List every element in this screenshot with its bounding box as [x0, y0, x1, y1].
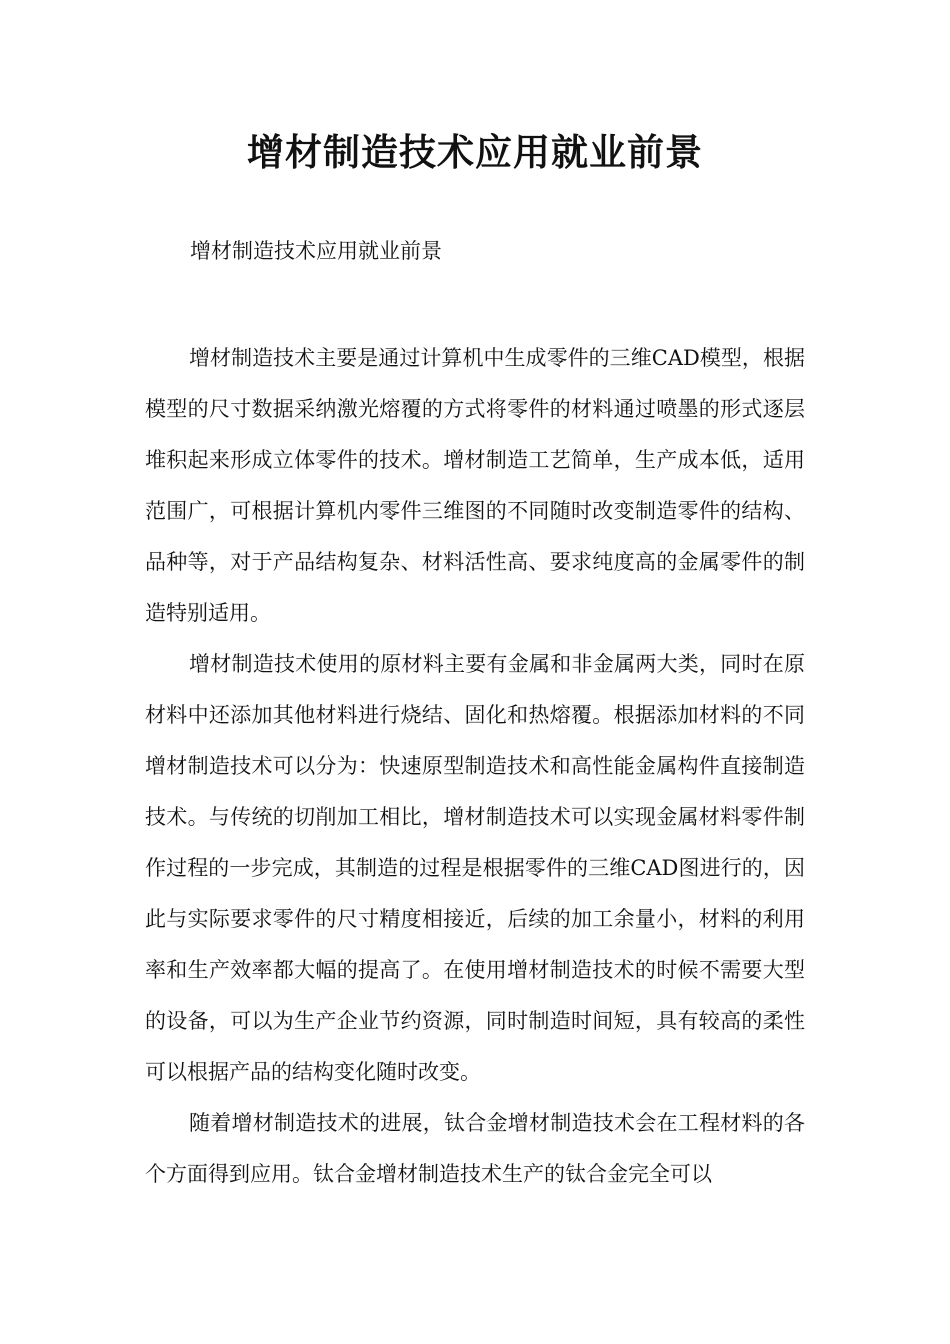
paragraph-2: 增材制造技术使用的原材料主要有金属和非金属两大类，同时在原材料中还添加其他材料进行烧结、固化和热熔覆。根据添加材料的不同增材制造技术可以分为：快速原型制造技术和高性能金属构件直接制造技术。与传统的切削加工相比，增材制造技术可以实现金属材料零件制作过程的一步完成，其制造的过程是根据零件的三维CAD图进行的，因此与实际要求零件的尺寸精度相接近，后续的加工余量小，材料的利用率和生产效率都大幅的提高了。在使用增材制造技术的时候不需要大型的设备，可以为生产企业节约资源，同时制造时间短，具有较高的柔性可以根据产品的结构变化随时改变。 [145, 652, 805, 1084]
paragraph-3: 随着增材制造技术的进展，钛合金增材制造技术会在工程材料的各个方面得到应用。钛合金增材制造技术生产的钛合金完全可以 [145, 1111, 805, 1186]
paragraph-1: 增材制造技术主要是通过计算机中生成零件的三维CAD模型，根据模型的尺寸数据采纳激光熔覆的方式将零件的材料通过喷墨的形式逐层堆积起来形成立体零件的技术。增材制造工艺简单，生产成本低，适用范围广，可根据计算机内零件三维图的不同随时改变制造零件的结构、品种等，对于产品结构复杂、材料活性高、要求纯度高的金属零件的制造特别适用。 [145, 346, 805, 625]
document-subtitle: 增材制造技术应用就业前景 [190, 239, 442, 263]
document-title: 增材制造技术应用就业前景 [247, 131, 703, 174]
document-body [145, 333, 805, 1200]
